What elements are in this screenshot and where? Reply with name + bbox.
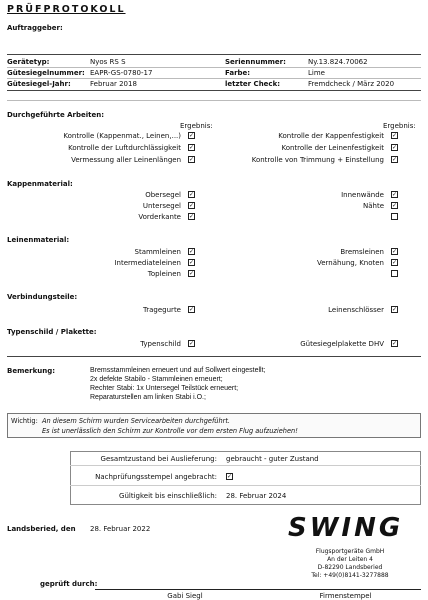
datum-value: 28. Februar 2022 bbox=[90, 525, 151, 533]
stempel-label: Firmenstempel bbox=[319, 592, 372, 600]
kappen-heading: Kappenmaterial: bbox=[7, 180, 73, 188]
bemerkung-label: Bemerkung: bbox=[7, 367, 56, 375]
divider bbox=[70, 485, 421, 486]
result-checkbox[interactable]: ✓ bbox=[392, 306, 398, 313]
seriennummer-label: Seriennummer: bbox=[225, 58, 286, 66]
leinen-item: Bremsleinen bbox=[340, 248, 384, 256]
verbindung-item: Tragegurte bbox=[143, 306, 181, 314]
kappen-item: Untersegel bbox=[142, 202, 181, 210]
leinen-item: Vernähung, Knoten bbox=[316, 259, 384, 267]
bemerkung-line: 2x defekte Stabilo - Stammleinen erneuert; bbox=[90, 376, 223, 383]
divider bbox=[70, 465, 421, 466]
typenschild-heading: Typenschild / Plakette: bbox=[7, 328, 97, 336]
result-checkbox[interactable]: ✓ bbox=[189, 270, 195, 277]
result-checkbox[interactable]: ✓ bbox=[392, 191, 398, 198]
company-line: Flugsportgeräte GmbH bbox=[315, 548, 385, 555]
company-line: Tel: +49(0)8141-3277888 bbox=[311, 572, 389, 579]
gueltig-value: 28. Februar 2024 bbox=[226, 492, 287, 500]
kappen-item: Vorderkante bbox=[138, 213, 181, 221]
typenschild-item: Gütesiegelplakette DHV bbox=[300, 340, 384, 348]
stempel-checkbox[interactable]: ✓ bbox=[227, 473, 233, 480]
result-checkbox[interactable]: ✓ bbox=[392, 248, 398, 255]
bemerkung-line: Reparaturstellen am linken Stabi i.O.; bbox=[90, 394, 206, 401]
gueltig-label: Gültigkeit bis einschließlich: bbox=[119, 492, 217, 500]
result-checkbox[interactable]: ✓ bbox=[189, 144, 195, 151]
bemerkung-line: Rechter Stabi: 1x Untersegel Teilstück erneuert; bbox=[90, 385, 239, 392]
stamp-line bbox=[270, 589, 421, 590]
signature-line bbox=[95, 589, 275, 590]
result-checkbox[interactable]: ✓ bbox=[189, 248, 195, 255]
stempel-label: Nachprüfungsstempel angebracht: bbox=[95, 473, 217, 481]
guetesiegelnummer-value: EAPR-GS-0780-17 bbox=[90, 69, 153, 77]
zustand-label: Gesamtzustand bei Auslieferung: bbox=[100, 455, 217, 463]
divider bbox=[7, 54, 421, 55]
verbindung-heading: Verbindungsteile: bbox=[7, 293, 78, 301]
result-checkbox[interactable]: ✓ bbox=[189, 306, 195, 313]
client-label: Auftraggeber: bbox=[7, 24, 63, 32]
bemerkung-line: Bremsstammleinen erneuert und auf Sollwert eingestellt; bbox=[90, 367, 266, 374]
result-checkbox[interactable]: ✓ bbox=[392, 144, 398, 151]
leinen-item: Stammleinen bbox=[134, 248, 181, 256]
kappen-item: Obersegel bbox=[145, 191, 181, 199]
kappen-item: Nähte bbox=[362, 202, 384, 210]
typenschild-item: Typenschild bbox=[140, 340, 181, 348]
zustand-value: gebraucht - guter Zustand bbox=[226, 455, 319, 463]
result-checkbox[interactable]: ✓ bbox=[392, 132, 398, 139]
ort-label: Landsberied, den bbox=[7, 525, 76, 533]
result-checkbox[interactable]: ✓ bbox=[392, 156, 398, 163]
wichtig-label: Wichtig: bbox=[11, 417, 38, 425]
geraetetyp-value: Nyos RS S bbox=[90, 58, 126, 66]
result-checkbox[interactable]: ✓ bbox=[189, 340, 195, 347]
verbindung-item: Leinenschlösser bbox=[328, 306, 384, 314]
guetesiegeljahr-label: Gütesiegel-Jahr: bbox=[7, 80, 71, 88]
divider bbox=[7, 90, 421, 91]
company-line: D-82290 Landsberied bbox=[317, 564, 383, 571]
divider bbox=[7, 78, 421, 79]
leinen-item: Intermediateleinen bbox=[114, 259, 181, 267]
result-checkbox[interactable]: ✓ bbox=[392, 259, 398, 266]
pruefer-name: Gabi Siegl bbox=[167, 592, 203, 600]
wichtig-line: An diesem Schirm wurden Servicearbeiten durchgeführt. bbox=[42, 417, 231, 425]
divider bbox=[7, 67, 421, 68]
swing-logo: SWING bbox=[288, 513, 404, 543]
result-checkbox[interactable]: ✓ bbox=[189, 259, 195, 266]
empty-checkbox[interactable] bbox=[391, 270, 398, 277]
leinen-item: Topleinen bbox=[147, 270, 181, 278]
letzter-check-label: letzter Check: bbox=[225, 80, 281, 88]
result-checkbox[interactable]: ✓ bbox=[189, 213, 195, 220]
farbe-label: Farbe: bbox=[225, 69, 251, 77]
company-line: An der Leiten 4 bbox=[327, 556, 373, 563]
divider bbox=[7, 100, 421, 101]
wichtig-line: Es ist unerlässlich den Schirm zur Kontrolle vor dem ersten Flug aufzuziehen! bbox=[42, 427, 298, 435]
leinen-heading: Leinenmaterial: bbox=[7, 236, 70, 244]
result-checkbox[interactable]: ✓ bbox=[189, 156, 195, 163]
kappen-item: Innenwände bbox=[341, 191, 384, 199]
arbeiten-heading: Durchgeführte Arbeiten: bbox=[7, 111, 105, 119]
result-checkbox[interactable]: ✓ bbox=[392, 340, 398, 347]
arbeiten-item: Kontrolle der Luftdurchlässigkeit bbox=[68, 144, 181, 152]
guetesiegelnummer-label: Gütesiegelnummer: bbox=[7, 69, 85, 77]
geprueft-label: geprüft durch: bbox=[40, 580, 98, 588]
arbeiten-item: Kontrolle der Kappenfestigkeit bbox=[278, 132, 384, 140]
result-checkbox[interactable]: ✓ bbox=[189, 202, 195, 209]
letzter-check-value: Fremdcheck / März 2020 bbox=[308, 80, 395, 88]
arbeiten-item: Kontrolle von Trimmung + Einstellung bbox=[251, 156, 384, 164]
arbeiten-item: Vermessung aller Leinenlängen bbox=[71, 156, 181, 164]
ergebnis-label-left: Ergebnis: bbox=[180, 122, 213, 130]
empty-checkbox[interactable] bbox=[391, 213, 398, 220]
result-checkbox[interactable]: ✓ bbox=[392, 202, 398, 209]
result-checkbox[interactable]: ✓ bbox=[189, 132, 195, 139]
arbeiten-item: Kontrolle (Kappenmat., Leinen,...) bbox=[63, 132, 181, 140]
document-title: PRÜFPROTOKOLL bbox=[7, 4, 126, 15]
result-checkbox[interactable]: ✓ bbox=[189, 191, 195, 198]
farbe-value: Lime bbox=[308, 69, 325, 77]
ergebnis-label-right: Ergebnis: bbox=[383, 122, 416, 130]
divider bbox=[7, 356, 421, 357]
wichtig-box bbox=[7, 413, 421, 438]
geraetetyp-label: Gerätetyp: bbox=[7, 58, 50, 66]
arbeiten-item: Kontrolle der Leinenfestigkeit bbox=[281, 144, 384, 152]
guetesiegeljahr-value: Februar 2018 bbox=[90, 80, 137, 88]
seriennummer-value: Ny.13.824.70062 bbox=[308, 58, 368, 66]
